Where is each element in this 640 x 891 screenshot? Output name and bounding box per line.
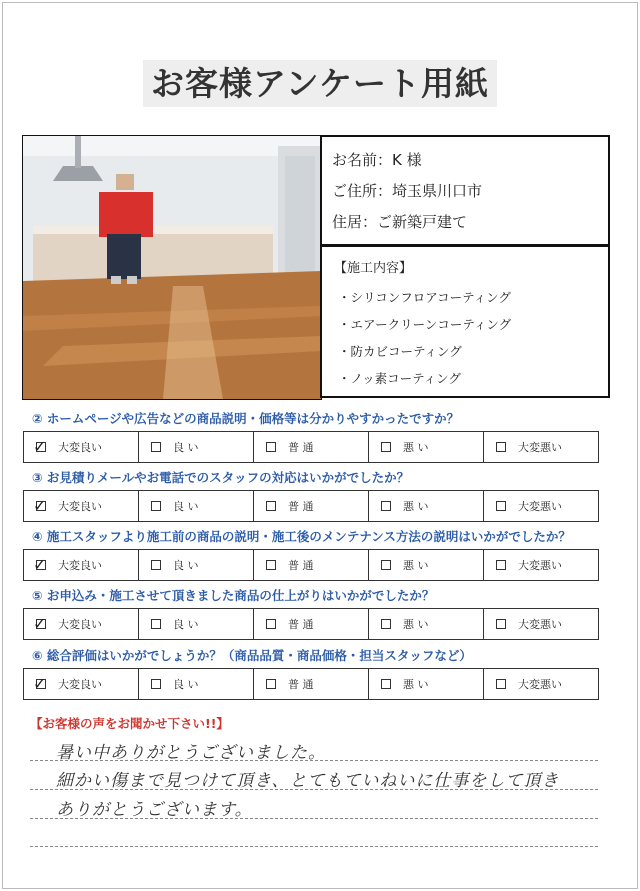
work-item: ・ノッ素コーティング: [338, 371, 461, 386]
option-very-good[interactable]: ✓ 大変良い: [24, 550, 139, 580]
customer-address: ご住所：埼玉県川口市: [332, 182, 483, 200]
option-very-good[interactable]: ✓ 大変良い: [24, 491, 139, 521]
checkbox[interactable]: [381, 560, 391, 570]
checkbox[interactable]: [496, 501, 506, 511]
rating-row-2: [23, 431, 599, 463]
checkbox[interactable]: [266, 679, 276, 689]
checkbox[interactable]: [381, 442, 391, 452]
option-good[interactable]: 良 い: [139, 609, 254, 639]
work-item: ・エアークリーンコーティング: [338, 317, 512, 332]
work-heading: 【施工内容】: [334, 261, 413, 276]
option-very-bad[interactable]: 大変悪い: [484, 432, 598, 462]
checkbox[interactable]: [496, 619, 506, 629]
checkbox[interactable]: [381, 501, 391, 511]
option-very-bad[interactable]: 大変悪い: [484, 550, 598, 580]
work-item: ・シリコンフロアコーティング: [338, 290, 511, 305]
question-3: ③ お見積りメールやお電話でのスタッフの対応はいかがでしたか？: [32, 470, 410, 485]
rating-row-6: [23, 668, 599, 700]
option-very-bad[interactable]: 大変悪い: [484, 669, 598, 699]
work-details: [320, 245, 610, 398]
option-bad[interactable]: 悪 い: [369, 609, 484, 639]
rating-row-3: [23, 490, 599, 522]
checkbox[interactable]: [266, 560, 276, 570]
comment-line: 暑い中ありがとうございました。: [56, 743, 326, 763]
option-bad[interactable]: 悪 い: [369, 432, 484, 462]
checkbox[interactable]: [266, 501, 276, 511]
customer-name: お名前：K 様: [332, 151, 422, 169]
voice-heading: 【お客様の声をお聞かせ下さい!!】: [30, 716, 229, 731]
option-average[interactable]: 普 通: [254, 669, 369, 699]
checkbox[interactable]: [151, 501, 161, 511]
customer-info: [320, 135, 610, 246]
option-very-good[interactable]: ✓ 大変良い: [24, 669, 139, 699]
checkbox[interactable]: [151, 442, 161, 452]
ruled-line: [30, 760, 598, 761]
option-average[interactable]: 普 通: [254, 609, 369, 639]
option-average[interactable]: 普 通: [254, 550, 369, 580]
option-average[interactable]: 普 通: [254, 432, 369, 462]
question-6: ⑥ 総合評価はいかがでしょうか？（商品品質・商品価格・担当スタッフなど）: [32, 648, 472, 663]
checkbox[interactable]: [496, 560, 506, 570]
checkbox[interactable]: [496, 442, 506, 452]
ruled-line: [30, 818, 598, 819]
customer-residence: 住居：ご新築戸建て: [332, 213, 468, 231]
question-4: ④ 施工スタッフより施工前の商品の説明・施工後のメンテナンス方法の説明はいかがでしたか？: [32, 529, 571, 544]
checkmark-icon: ✓: [33, 674, 47, 693]
checkmark-icon: ✓: [33, 614, 47, 633]
option-very-bad[interactable]: 大変悪い: [484, 491, 598, 521]
checkbox[interactable]: [151, 619, 161, 629]
option-very-good[interactable]: ✓ 大変良い: [24, 432, 139, 462]
checkbox[interactable]: [266, 619, 276, 629]
checkbox[interactable]: [381, 679, 391, 689]
option-bad[interactable]: 悪 い: [369, 491, 484, 521]
option-good[interactable]: 良 い: [139, 491, 254, 521]
customer-photo: [22, 135, 322, 400]
comment-line: 細かい傷まで見つけて頂き、とてもていねいに仕事をして頂き: [56, 771, 560, 791]
checkbox[interactable]: [151, 679, 161, 689]
question-5: ⑤ お申込み・施工させて頂きました商品の仕上がりはいかがでしたか？: [32, 588, 435, 603]
ruled-line: [30, 789, 598, 790]
checkbox[interactable]: [381, 619, 391, 629]
rating-row-4: [23, 549, 599, 581]
ruled-line: [30, 846, 598, 847]
checkbox[interactable]: [151, 560, 161, 570]
option-good[interactable]: 良 い: [139, 432, 254, 462]
option-bad[interactable]: 悪 い: [369, 550, 484, 580]
option-good[interactable]: 良 い: [139, 550, 254, 580]
question-2: ② ホームページや広告などの商品説明・価格等は分かりやすかったですか？: [32, 411, 460, 426]
work-item: ・防カビコーティング: [338, 344, 462, 359]
checkmark-icon: ✓: [33, 555, 47, 574]
rating-row-5: [23, 608, 599, 640]
option-bad[interactable]: 悪 い: [369, 669, 484, 699]
option-average[interactable]: 普 通: [254, 491, 369, 521]
option-very-good[interactable]: ✓ 大変良い: [24, 609, 139, 639]
comment-line: ありがとうございます。: [56, 800, 253, 820]
checkbox[interactable]: [266, 442, 276, 452]
checkmark-icon: ✓: [33, 437, 47, 456]
option-good[interactable]: 良 い: [139, 669, 254, 699]
page-title: お客様アンケート用紙: [0, 58, 640, 105]
checkbox[interactable]: [496, 679, 506, 689]
checkmark-icon: ✓: [33, 496, 47, 515]
option-very-bad[interactable]: 大変悪い: [484, 609, 598, 639]
